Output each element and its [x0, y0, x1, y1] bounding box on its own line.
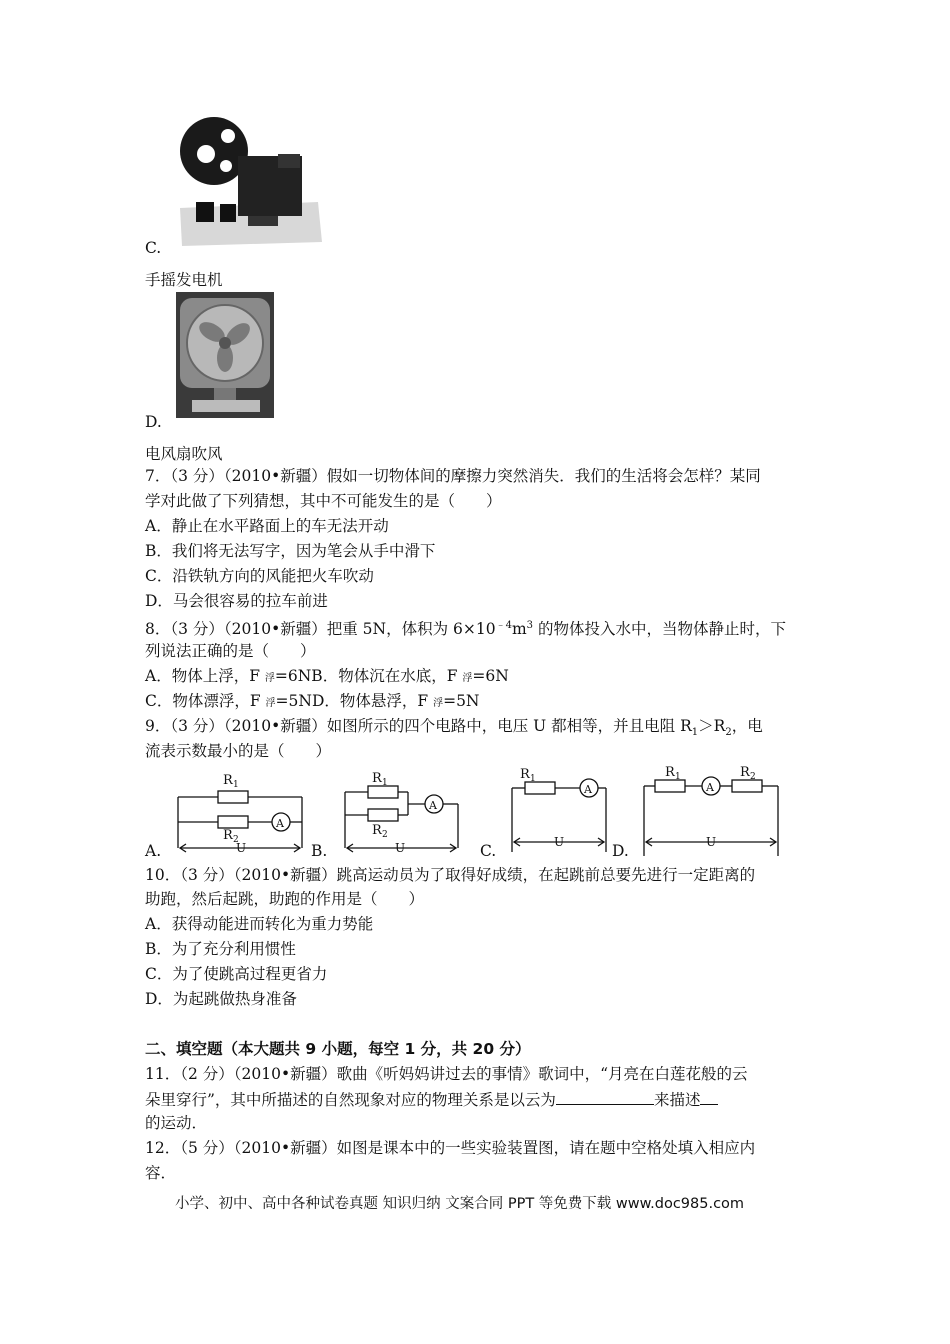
option-d-letter: D. — [145, 413, 162, 431]
svg-text:U: U — [554, 835, 565, 849]
circuit-b — [345, 771, 458, 855]
svg-text:R: R — [223, 828, 233, 843]
q11-blank-2[interactable] — [700, 1088, 718, 1105]
circuit-d — [644, 765, 778, 856]
svg-text:1: 1 — [233, 780, 239, 790]
q10-option-b: B．为了充分利用惯性 — [145, 940, 296, 958]
option-c-caption: 手摇发电机 — [145, 271, 223, 289]
q9-stem-line2: 流表示数最小的是（ ） — [145, 742, 332, 760]
svg-text:2: 2 — [750, 772, 756, 782]
q11-stem-line2: 朵里穿行”，其中所描述的自然现象对应的物理关系是以云为 来描述 — [145, 1088, 718, 1111]
section-heading-fill-in: 二、填空题（本大题共 9 小题，每空 1 分，共 20 分） — [145, 1040, 531, 1058]
generator-image — [178, 106, 324, 246]
option-c-letter: C. — [145, 239, 162, 257]
svg-text:R: R — [740, 765, 750, 780]
q9-label-b: B. — [311, 842, 328, 860]
q10-option-d: D．为起跳做热身准备 — [145, 990, 297, 1008]
svg-text:R: R — [665, 765, 675, 780]
svg-text:U: U — [706, 835, 717, 849]
q8-stem-line2: 列说法正确的是（ ） — [145, 642, 316, 660]
q7-option-b: B．我们将无法写字，因为笔会从手中滑下 — [145, 542, 436, 560]
q12-stem-line1: 12．（5 分）（2010•新疆）如图是课本中的一些实验装置图，请在题中空格处填入相应内 — [145, 1139, 756, 1157]
svg-text:R: R — [372, 823, 382, 838]
q8-stem-line1: 8．（3 分）（2010•新疆）把重 5N，体积为 $6\times 10^{﹣4}m^3$ 的物体投入水中，当物体静止时，下 — [145, 620, 786, 639]
fan-image — [176, 292, 274, 418]
svg-text:R: R — [520, 767, 530, 782]
q11-stem-line3: 的运动． — [145, 1114, 208, 1132]
circuit-c — [512, 767, 606, 852]
q9-label-a: A. — [145, 842, 162, 860]
q10-option-a: A．获得动能进而转化为重力势能 — [145, 915, 374, 933]
q12-stem-line2: 容． — [145, 1164, 177, 1182]
svg-text:R: R — [223, 773, 233, 788]
svg-text:A: A — [584, 783, 592, 796]
svg-text:2: 2 — [233, 835, 239, 845]
q7-stem-line1: 7．（3 分）（2010•新疆）假如一切物体间的摩擦力突然消失．我们的生活将会怎样？某同 — [145, 467, 761, 485]
q10-option-c: C．为了使跳高过程更省力 — [145, 965, 328, 983]
svg-text:U: U — [236, 841, 247, 855]
q9-label-d: D. — [612, 842, 629, 860]
q9-stem-line1: 9．（3 分）（2010•新疆）如图所示的四个电路中，电压 U 都相等，并且电阻 $R_1>R_2$，电 — [145, 717, 763, 739]
q7-stem-line2: 学对此做了下列猜想，其中不可能发生的是（ ） — [145, 492, 502, 510]
svg-text:R: R — [372, 771, 382, 786]
option-d-caption: 电风扇吹风 — [145, 445, 223, 463]
svg-text:A: A — [429, 799, 437, 812]
svg-text:A: A — [276, 817, 284, 830]
q11-stem-line1: 11．（2 分）（2010•新疆）歌曲《听妈妈讲过去的事情》歌词中，“月亮在白莲花般的云 — [145, 1065, 748, 1083]
svg-text:A: A — [706, 781, 714, 794]
q10-stem-line1: 10．（3 分）（2010•新疆）跳高运动员为了取得好成绩，在起跳前总要先进行一定距离的 — [145, 866, 756, 884]
svg-text:U: U — [395, 841, 406, 855]
q10-stem-line2: 助跑，然后起跳，助跑的作用是（ ） — [145, 890, 425, 908]
q7-option-d: D．马会很容易的拉车前进 — [145, 592, 328, 610]
svg-text:2: 2 — [382, 830, 388, 840]
svg-text:1: 1 — [382, 778, 388, 788]
q8-options-cd: C．物体漂浮，F 浮=5ND．物体悬浮，F 浮=5N — [145, 692, 480, 710]
circuit-a — [178, 773, 302, 855]
q9-label-c: C. — [480, 842, 497, 860]
q11-blank-1[interactable] — [556, 1088, 654, 1105]
q7-option-c: C．沿铁轨方向的风能把火车吹动 — [145, 567, 374, 585]
page-footer: 小学、初中、高中各种试卷真题 知识归纳 文案合同 PPT 等免费下载 www.doc985.com — [175, 1196, 745, 1212]
svg-text:1: 1 — [530, 774, 536, 784]
circuit-diagrams — [140, 762, 800, 862]
svg-text:1: 1 — [675, 772, 681, 782]
q8-options-ab: A．物体上浮，F 浮=6NB．物体沉在水底，F 浮=6N — [145, 667, 509, 685]
q7-option-a: A．静止在水平路面上的车无法开动 — [145, 517, 389, 535]
